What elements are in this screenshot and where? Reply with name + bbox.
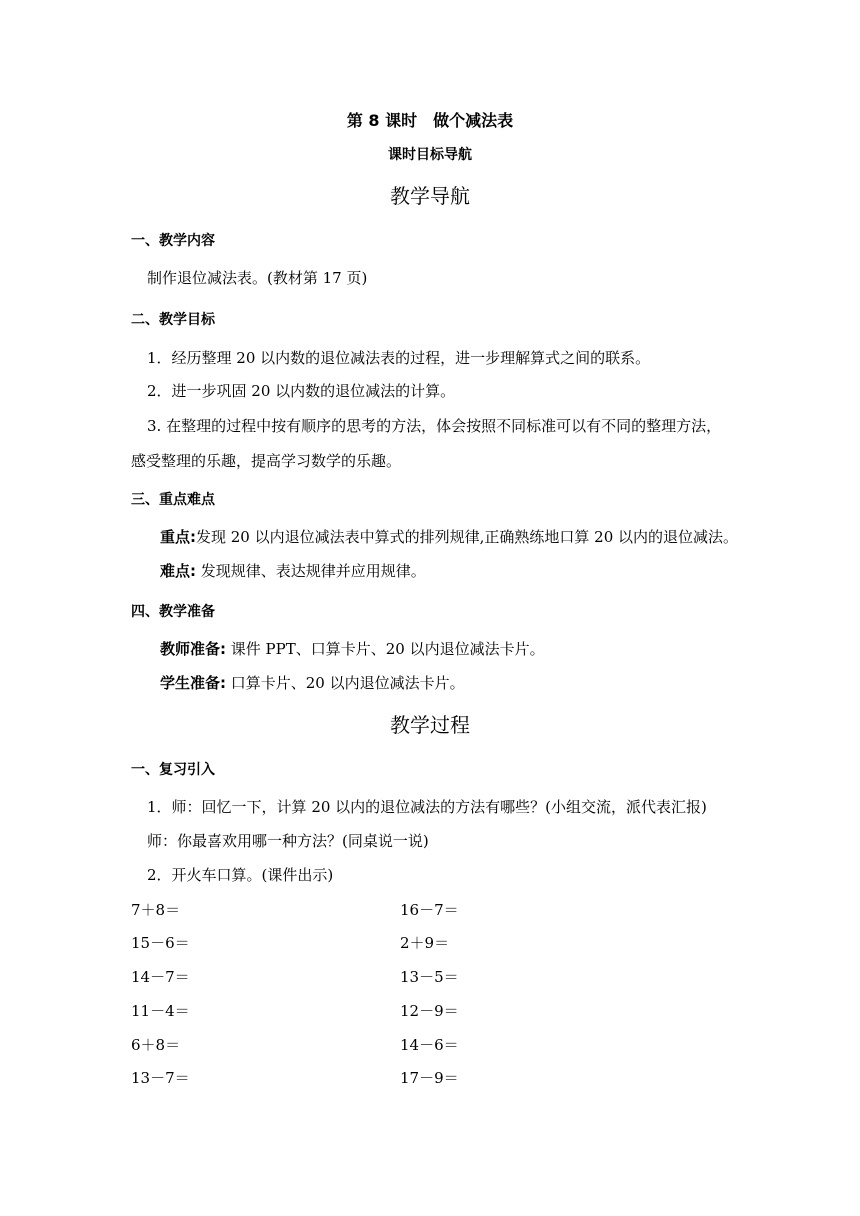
difficult-point-text: 发现规律、表达规律并应用规律。 xyxy=(196,562,426,580)
exercise-left: 14－7＝ xyxy=(131,968,190,986)
exercise-left: 13－7＝ xyxy=(131,1069,190,1087)
teacher-prep-label: 教师准备: xyxy=(160,640,226,658)
heading-teaching-goals: 二、教学目标 xyxy=(131,312,215,328)
exercise-right: 12－9＝ xyxy=(400,1002,459,1020)
heading-teaching-preparation: 四、教学准备 xyxy=(131,604,215,620)
exercise-right: 2＋9＝ xyxy=(400,934,450,952)
goal-item-3-continued: 感受整理的乐趣，提高学习数学的乐趣。 xyxy=(131,452,402,470)
page-subtitle: 课时目标导航 xyxy=(388,147,472,163)
heading-key-difficult-points: 三、重点难点 xyxy=(131,492,215,508)
student-prep-line xyxy=(160,676,465,691)
goal-item-1: 1．经历整理 20 以内数的退位减法表的过程，进一步理解算式之间的联系。 xyxy=(147,349,651,367)
difficult-point-label: 难点: xyxy=(160,562,196,580)
key-point-text: 发现 20 以内退位减法表中算式的排列规律,正确熟练地口算 20 以内的退位减法。 xyxy=(196,528,739,546)
student-prep-text: 口算卡片、20 以内退位减法卡片。 xyxy=(226,674,465,692)
teaching-content-text: 制作退位减法表。(教材第 17 页) xyxy=(147,269,368,287)
heading-review-intro: 一、复习引入 xyxy=(131,762,215,778)
teacher-prep-line xyxy=(160,642,545,657)
exercise-left: 11－4＝ xyxy=(131,1002,190,1020)
teacher-prep-text: 课件 PPT、口算卡片、20 以内退位减法卡片。 xyxy=(226,640,545,658)
exercise-left: 15－6＝ xyxy=(131,934,190,952)
section-heading-teaching-process: 教学过程 xyxy=(390,713,470,737)
student-prep-label: 学生准备: xyxy=(160,674,226,692)
review-line-2: 师：你最喜欢用哪一种方法？(同桌说一说) xyxy=(147,832,429,850)
exercise-left: 6＋8＝ xyxy=(131,1036,181,1054)
section-heading-teaching-guide: 教学导航 xyxy=(390,184,470,208)
exercise-right: 13－5＝ xyxy=(400,968,459,986)
heading-teaching-content: 一、教学内容 xyxy=(131,233,215,249)
exercise-right: 16－7＝ xyxy=(400,901,459,919)
exercise-right: 14－6＝ xyxy=(400,1036,459,1054)
difficult-point-line xyxy=(160,564,426,579)
key-point-label: 重点: xyxy=(160,528,196,546)
goal-item-3: 3. 在整理的过程中按有顺序的思考的方法，体会按照不同标准可以有不同的整理方法， xyxy=(147,417,722,435)
key-point-line xyxy=(160,530,738,545)
review-line-1: 1．师：回忆一下，计算 20 以内的退位减法的方法有哪些？(小组交流，派代表汇报) xyxy=(147,798,707,816)
exercise-left: 7＋8＝ xyxy=(131,901,181,919)
review-line-3: 2．开火车口算。(课件出示) xyxy=(147,866,334,884)
exercise-right: 17－9＝ xyxy=(400,1069,459,1087)
page-title: 第 8 课时 做个减法表 xyxy=(346,111,514,130)
goal-item-2: 2．进一步巩固 20 以内数的退位减法的计算。 xyxy=(147,382,456,400)
